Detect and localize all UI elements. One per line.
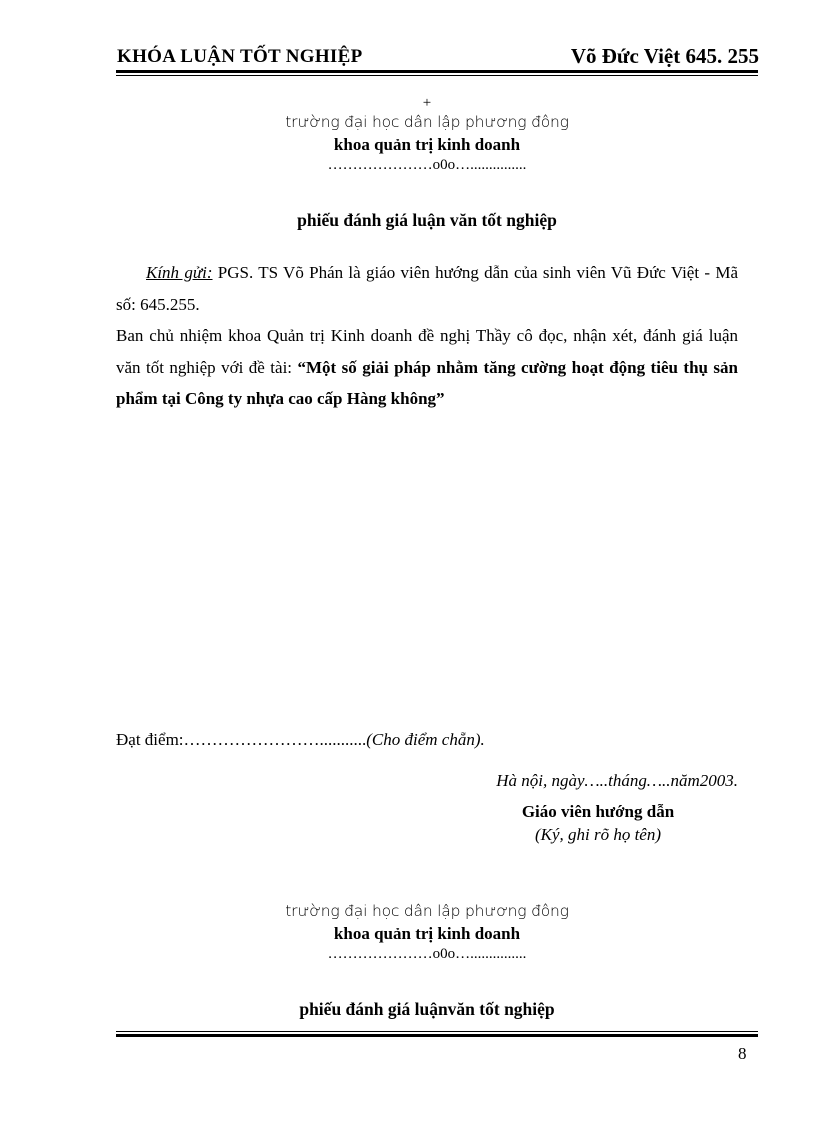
- greeting-text: PGS. TS Võ Phán là giáo viên hướng dẫn của sinh viên Vũ Đức Việt - Mã số: 645.255.: [116, 263, 738, 314]
- score-label: Đạt điểm:……………………...........: [116, 730, 367, 749]
- page-number: 8: [738, 1044, 747, 1063]
- request-text: Ban chủ nhiệm khoa Quản trị Kinh doanh đề nghị Thầy cô đọc, nhận xét, đánh giá luận văn tốt nghiệp với đề tài:: [116, 326, 738, 377]
- form-title-2: phiếu đánh giá luậnvăn tốt nghiệp: [299, 999, 555, 1019]
- ornament-divider-2: …………………o0o…...............: [327, 946, 527, 962]
- greeting-label: Kính gửi:: [146, 263, 213, 282]
- footer-rule-thin: [116, 1031, 758, 1032]
- header-left-title: KHÓA LUẬN TỐT NGHIỆP: [117, 46, 363, 67]
- signature-date: Hà nội, ngày…..tháng…..năm2003.: [496, 771, 738, 790]
- form-title: phiếu đánh giá luận văn tốt nghiệp: [297, 210, 557, 230]
- ornament-divider: …………………o0o…...............: [327, 157, 527, 173]
- plus-mark: +: [422, 95, 432, 111]
- faculty-name: khoa quản trị kinh doanh: [333, 135, 521, 154]
- greeting-paragraph: [116, 257, 738, 320]
- score-note: (Cho điểm chẵn).: [366, 730, 485, 749]
- header-right-author: Võ Đức Việt 645. 255: [570, 44, 759, 68]
- score-line: [116, 730, 485, 750]
- university-name-2: trường đại học dân lập phương đông: [285, 902, 569, 920]
- thesis-title: “Một số giải pháp nhằm tăng cường hoạt động tiêu thụ sản phẩm tại Công ty nhựa cao cấp Hàng không”: [116, 357, 739, 408]
- signature-teacher: Giáo viên hướng dẫn: [521, 802, 675, 821]
- faculty-name-2: khoa quản trị kinh doanh: [333, 924, 521, 943]
- header-rule-thin: [116, 75, 758, 76]
- university-name: trường đại học dân lập phương đông: [285, 113, 569, 131]
- signature-note: (Ký, ghi rõ họ tên): [534, 825, 662, 844]
- footer-rule-thick: [116, 1034, 758, 1037]
- request-paragraph: [116, 320, 738, 415]
- letter-body: [116, 257, 738, 415]
- header-rule-thick: [116, 70, 758, 73]
